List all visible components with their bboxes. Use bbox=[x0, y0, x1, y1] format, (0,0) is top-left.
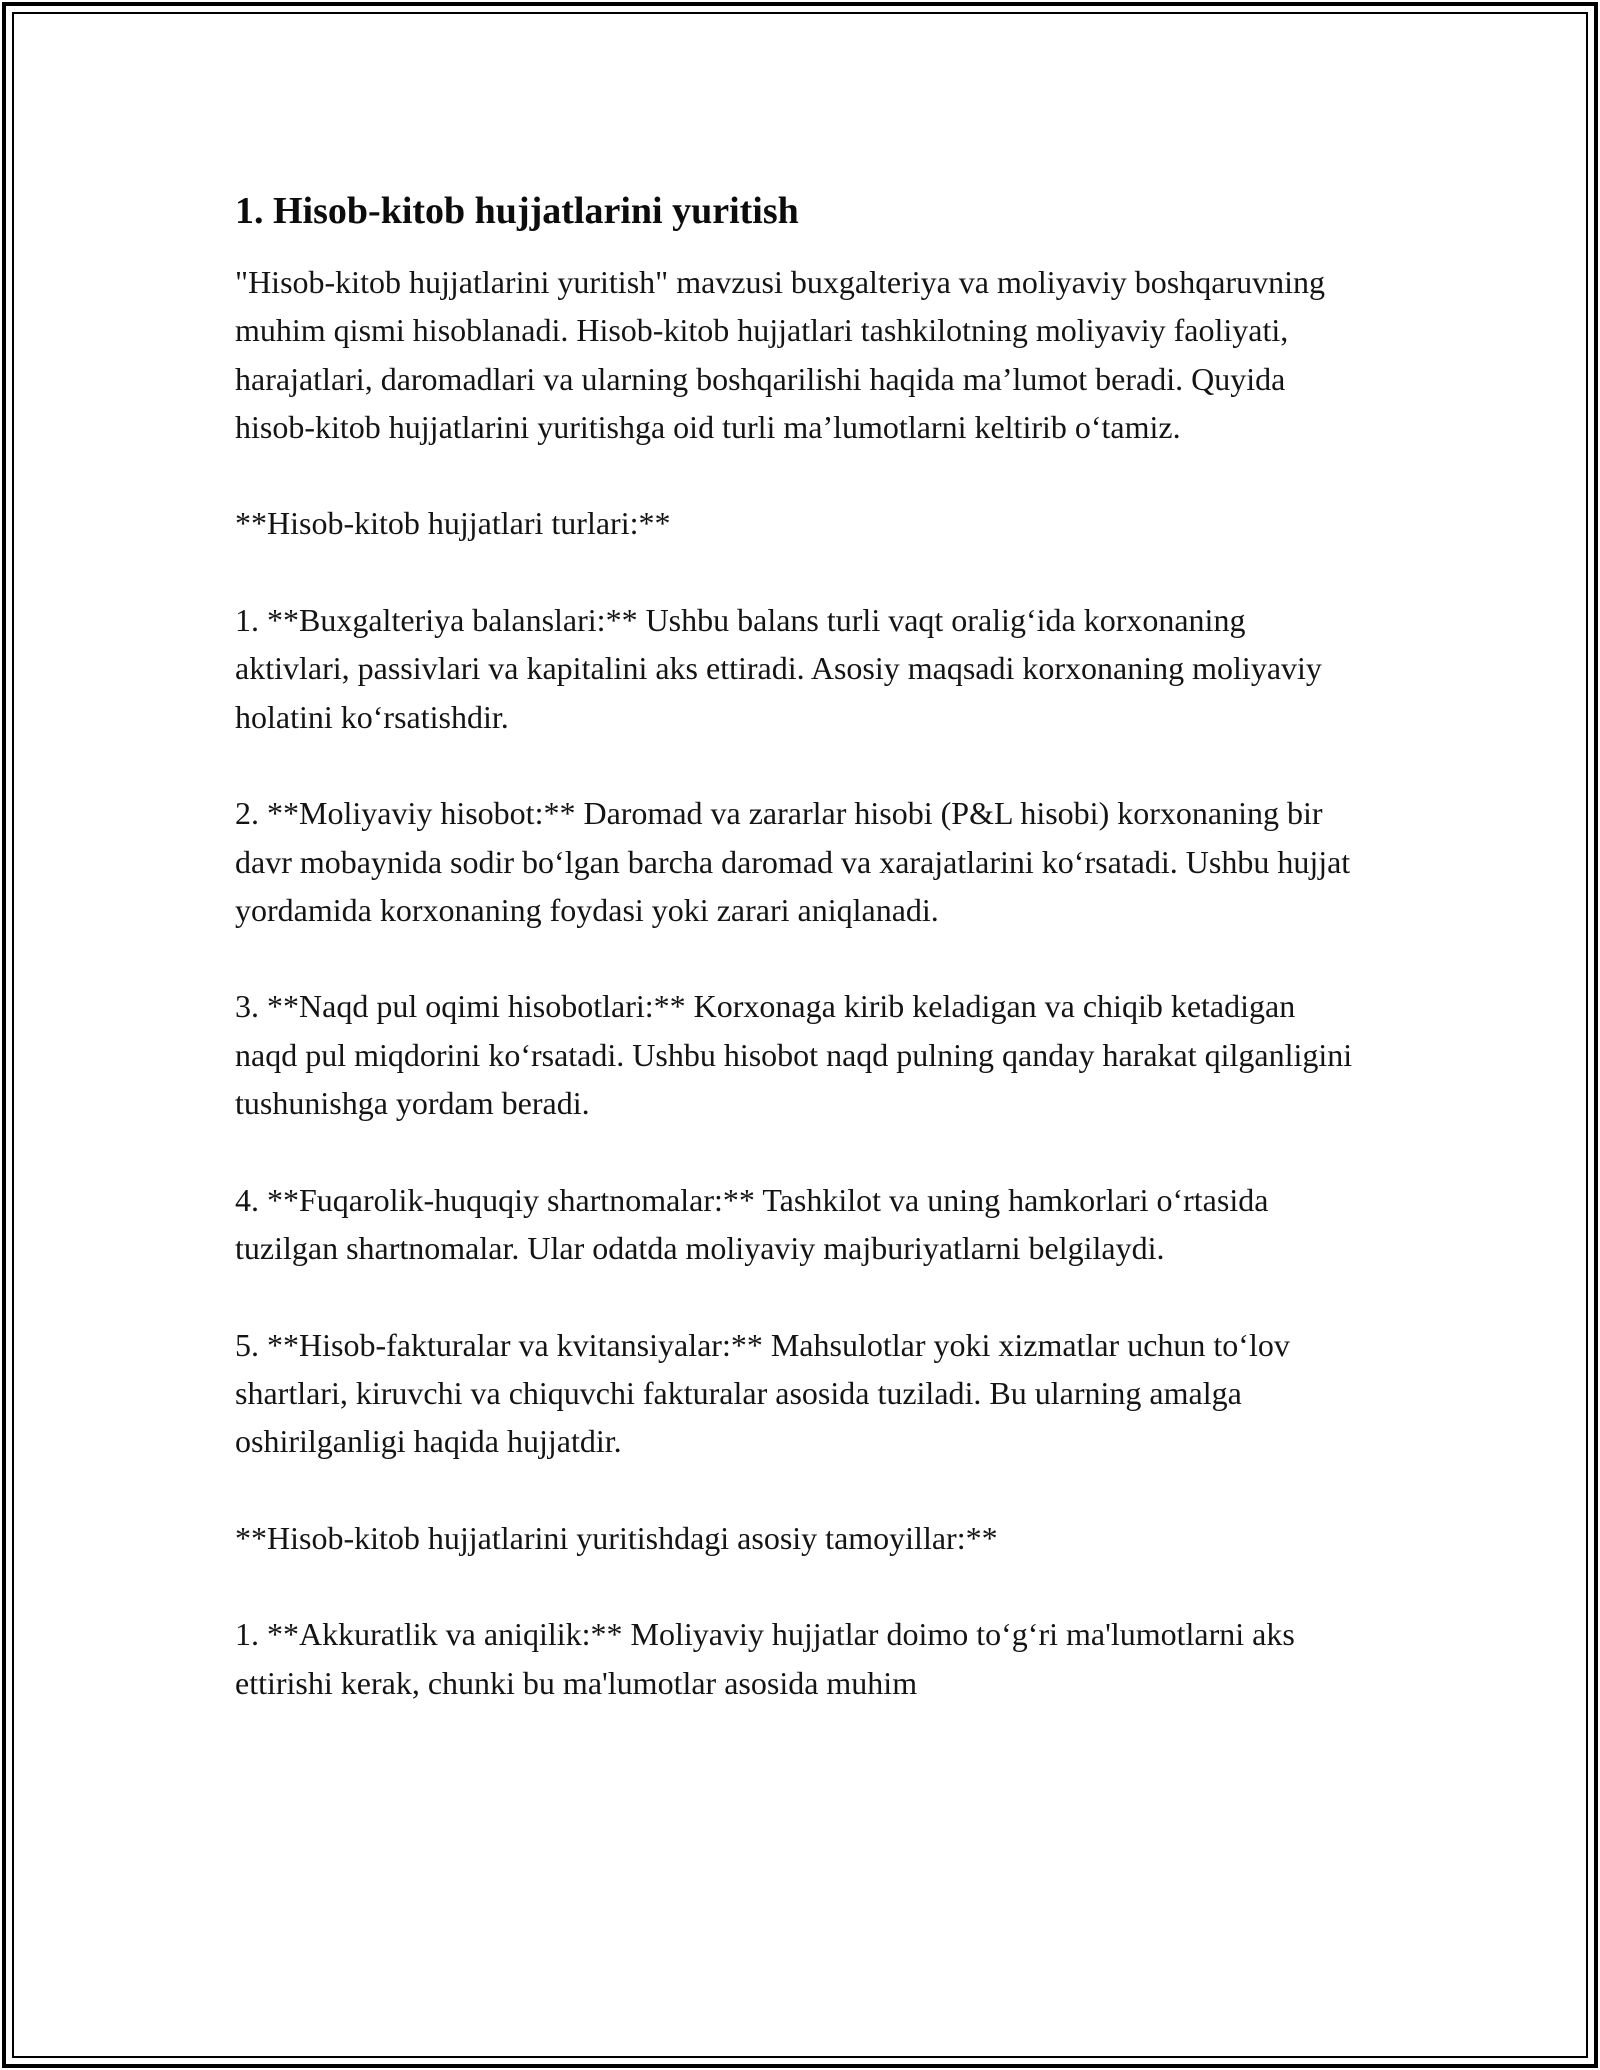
intro-paragraph: "Hisob-kitob hujjatlarini yuritish" mavzusi buxgalteriya va moliyaviy boshqaruvning muhim qismi hisoblanadi. Hisob-kitob hujjatlari tashkilotning moliyaviy faoliyati, harajatlari, daromadlari va ularning boshqarilishi haqida ma’lumot beradi. Quyida hisob-kitob hujjatlarini yuritishga oid turli ma’lumotlarni keltirib o‘tamiz. bbox=[235, 264, 1325, 445]
principles-subheading: **Hisob-kitob hujjatlarini yuritishdagi asosiy tamoyillar:** bbox=[235, 1519, 998, 1556]
list-item-financial-report: 2. **Moliyaviy hisobot:** Daromad va zararlar hisobi (P&L hisobi) korxonaning bir davr mobaynida sodir bo‘lgan barcha daromad va xarajatlarini ko‘rsatadi. Ushbu hujjat yordamida korxonaning foydasi yoki zarari aniqlanadi. bbox=[235, 795, 1351, 928]
list-item-invoices: 5. **Hisob-fakturalar va kvitansiyalar:** Mahsulotlar yoki xizmatlar uchun to‘lov shartlari, kiruvchi va chiquvchi fakturalar asosida tuziladi. Bu ularning amalga oshirilganligi haqida hujjatdir. bbox=[235, 1326, 1290, 1460]
list-item-cash-flow: 3. **Naqd pul oqimi hisobotlari:** Korxonaga kirib keladigan va chiqib ketadigan naqd pul miqdorini ko‘rsatadi. Ushbu hisobot naqd pulning qanday harakat qilganligini tushunishga yordam beradi. bbox=[235, 988, 1353, 1122]
list-item-balance: 1. **Buxgalteriya balanslari:** Ushbu balans turli vaqt oralig‘ida korxonaning aktivlari, passivlari va kapitalini aks ettiradi. Asosiy maqsadi korxonaning moliyaviy holatini ko‘rsatishdir. bbox=[235, 602, 1322, 735]
section-heading: 1. Hisob-kitob hujjatlarini yuritish bbox=[235, 190, 799, 232]
document-body bbox=[235, 186, 1365, 1755]
list-item-accuracy: 1. **Akkuratlik va aniqilik:** Moliyaviy hujjatlar doimo to‘g‘ri ma'lumotlarni aks ettirishi kerak, chunki bu ma'lumotlar asosida muhim bbox=[235, 1616, 1295, 1701]
types-subheading: **Hisob-kitob hujjatlari turlari:** bbox=[235, 505, 671, 542]
list-item-contracts: 4. **Fuqarolik-huquqiy shartnomalar:** Tashkilot va uning hamkorlari o‘rtasida tuzilgan shartnomalar. Ular odatda moliyaviy majburiyatlarni belgilaydi. bbox=[235, 1181, 1269, 1266]
